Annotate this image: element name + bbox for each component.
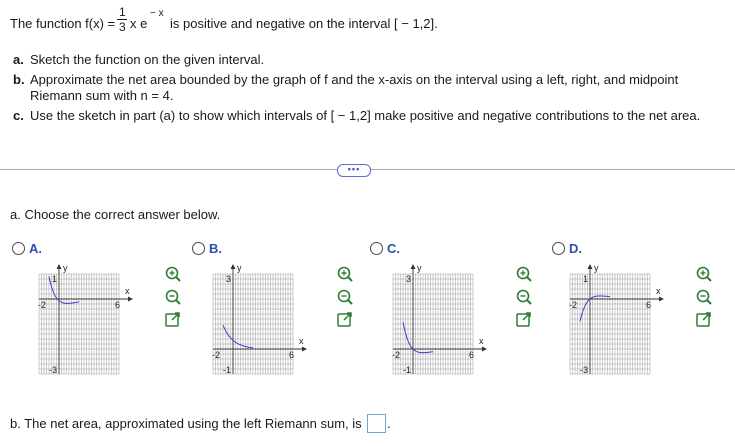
- question-prefix: The function f(x) =: [10, 16, 116, 31]
- x-axis-arrow: [482, 347, 487, 352]
- zoom-out-icon[interactable]: [336, 288, 354, 306]
- x-axis-label: x: [656, 286, 661, 296]
- fraction-denominator: 3: [119, 20, 126, 34]
- y-top-tick: 1: [582, 274, 588, 284]
- y-axis-arrow: [588, 264, 593, 269]
- x-axis-label: x: [125, 286, 130, 296]
- y-axis-arrow: [231, 264, 236, 269]
- x-left-tick: -2: [38, 300, 47, 310]
- question-suffix: is positive and negative on the interval [ − 1,2].: [170, 16, 438, 31]
- part-c-letter: c.: [13, 108, 24, 123]
- option-b-radio[interactable]: [192, 242, 205, 255]
- option-c-graph: [388, 264, 513, 384]
- option-b-label: B.: [209, 241, 222, 256]
- x-right-tick: 6: [469, 350, 475, 360]
- option-c-radio[interactable]: [370, 242, 383, 255]
- option-d-graph: [565, 264, 690, 384]
- x-axis-arrow: [302, 347, 307, 352]
- option-a-graph: [34, 264, 159, 384]
- expand-icon[interactable]: [164, 311, 182, 329]
- option-d-radio[interactable]: [552, 242, 565, 255]
- x-right-tick: 6: [646, 300, 652, 310]
- x-axis-arrow: [659, 297, 664, 302]
- zoom-out-icon[interactable]: [695, 288, 713, 306]
- x-left-tick: -2: [569, 300, 578, 310]
- expand-icon[interactable]: [336, 311, 354, 329]
- y-bottom-tick: -3: [579, 365, 588, 375]
- more-button[interactable]: •••: [337, 164, 371, 177]
- part-c-text: Use the sketch in part (a) to show which intervals of [ − 1,2] make positive and negative contributions to the net area.: [30, 108, 701, 123]
- x-left-tick: -2: [392, 350, 401, 360]
- x-axis-label: x: [479, 336, 484, 346]
- y-bottom-tick: -1: [222, 365, 231, 375]
- y-axis-label: y: [417, 264, 422, 273]
- y-bottom-tick: -3: [48, 365, 57, 375]
- expand-icon[interactable]: [515, 311, 533, 329]
- y-axis-arrow: [411, 264, 416, 269]
- fraction-numerator: 1: [119, 5, 126, 19]
- part-b-end: .: [387, 416, 391, 431]
- y-axis-arrow: [57, 264, 62, 269]
- y-top-tick: 3: [405, 274, 411, 284]
- part-b-prompt: b. The net area, approximated using the left Riemann sum, is: [10, 416, 362, 431]
- x-right-tick: 6: [289, 350, 295, 360]
- part-a-text: Sketch the function on the given interval.: [30, 52, 265, 67]
- zoom-in-icon[interactable]: [164, 265, 182, 283]
- y-axis-label: y: [237, 264, 242, 273]
- zoom-out-icon[interactable]: [515, 288, 533, 306]
- part-b-line2: Riemann sum with n = 4.: [30, 88, 174, 103]
- answer-input[interactable]: [367, 414, 386, 433]
- option-b-graph: [208, 264, 333, 384]
- expand-icon[interactable]: [695, 311, 713, 329]
- part-b-letter: b.: [13, 72, 25, 87]
- y-axis-label: y: [594, 264, 599, 273]
- x-right-tick: 6: [115, 300, 121, 310]
- question-middle: x e: [130, 16, 148, 31]
- option-a-radio[interactable]: [12, 242, 25, 255]
- y-bottom-tick: -1: [402, 365, 411, 375]
- part-b-line1: Approximate the net area bounded by the graph of f and the x-axis on the interval using a left, right, and midpoint: [30, 72, 679, 87]
- x-left-tick: -2: [212, 350, 221, 360]
- part-a-prompt: a. Choose the correct answer below.: [10, 207, 221, 222]
- part-a-letter: a.: [13, 52, 24, 67]
- x-axis-arrow: [128, 297, 133, 302]
- zoom-in-icon[interactable]: [515, 265, 533, 283]
- y-top-tick: 1: [51, 274, 57, 284]
- exponent: − x: [150, 8, 164, 19]
- y-top-tick: 3: [225, 274, 231, 284]
- option-a-label: A.: [29, 241, 42, 256]
- zoom-out-icon[interactable]: [164, 288, 182, 306]
- x-axis-label: x: [299, 336, 304, 346]
- option-c-label: C.: [387, 241, 400, 256]
- zoom-in-icon[interactable]: [695, 265, 713, 283]
- option-d-label: D.: [569, 241, 582, 256]
- zoom-in-icon[interactable]: [336, 265, 354, 283]
- y-axis-label: y: [63, 264, 68, 273]
